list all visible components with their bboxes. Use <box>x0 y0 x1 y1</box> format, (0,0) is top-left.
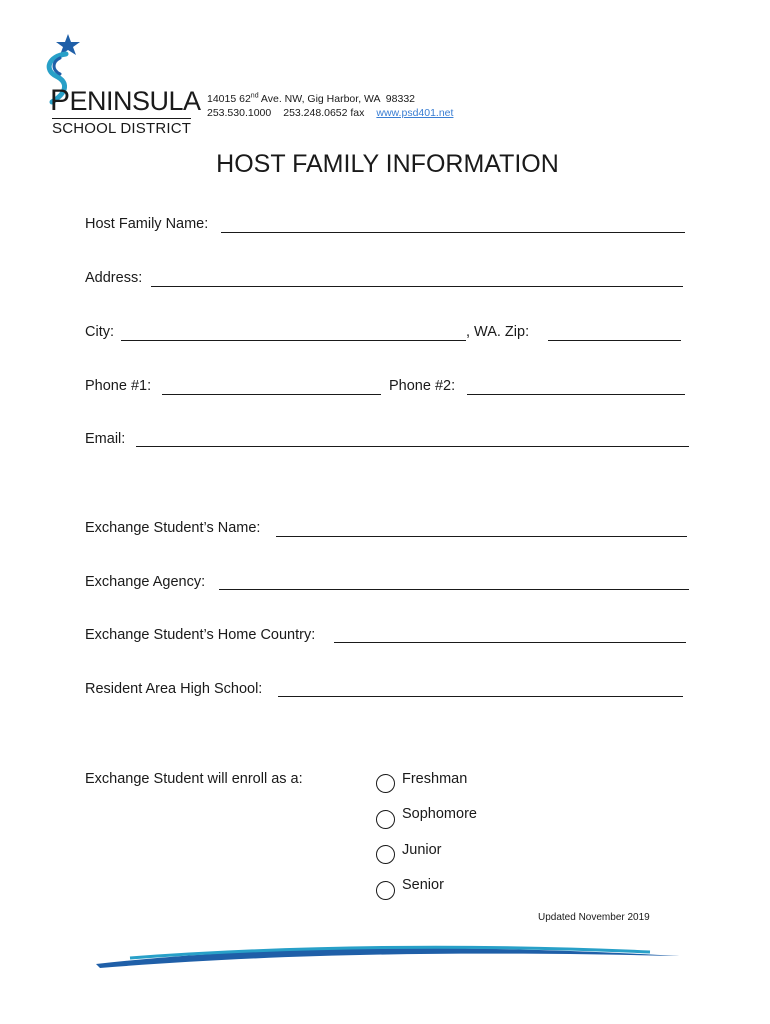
address-street: 14015 62nd Ave. NW, Gig Harbor, WA 98332 <box>207 92 416 105</box>
sophomore-label: Sophomore <box>402 806 477 822</box>
logo-initial: P <box>50 84 70 117</box>
senior-radio[interactable] <box>376 881 395 900</box>
website-link[interactable]: www.psd401.net <box>376 107 454 119</box>
page-title: HOST FAMILY INFORMATION <box>216 150 559 178</box>
home-country-label: Exchange Student’s Home Country: <box>85 627 316 643</box>
logo-subtitle: SCHOOL DISTRICT <box>52 120 192 137</box>
email-label: Email: <box>85 431 126 447</box>
logo-name-rest: ENINSULA <box>69 86 201 116</box>
junior-radio[interactable] <box>376 845 395 864</box>
address-contact <box>207 107 453 119</box>
phone1-label: Phone #1: <box>85 378 152 394</box>
freshman-radio[interactable] <box>376 774 395 793</box>
address-label: Address: <box>85 270 143 286</box>
junior-label: Junior <box>402 842 442 858</box>
sophomore-radio[interactable] <box>376 810 395 829</box>
freshman-label: Freshman <box>402 771 468 787</box>
phone2-field[interactable] <box>467 394 685 395</box>
logo-wordmark <box>50 84 201 118</box>
host-family-name-label: Host Family Name: <box>85 216 209 232</box>
address-field[interactable] <box>151 286 683 287</box>
city-field[interactable] <box>121 340 466 341</box>
phone-number: 253.530.1000 <box>207 107 272 119</box>
agency-field[interactable] <box>219 589 689 590</box>
star-icon <box>56 34 80 55</box>
updated-note: Updated November 2019 <box>538 912 650 923</box>
fax-number: 253.248.0652 fax <box>283 107 365 119</box>
phone1-field[interactable] <box>162 394 381 395</box>
senior-label: Senior <box>402 877 444 893</box>
wa-zip-label: , WA. Zip: <box>466 324 530 340</box>
high-school-field[interactable] <box>278 696 683 697</box>
email-field[interactable] <box>136 446 689 447</box>
phone2-label: Phone #2: <box>389 378 456 394</box>
agency-label: Exchange Agency: <box>85 574 206 590</box>
enroll-label: Exchange Student will enroll as a: <box>85 771 303 787</box>
student-name-field[interactable] <box>276 536 687 537</box>
city-label: City: <box>85 324 114 340</box>
high-school-label: Resident Area High School: <box>85 681 263 697</box>
student-name-label: Exchange Student’s Name: <box>85 520 261 536</box>
home-country-field[interactable] <box>334 642 686 643</box>
zip-field[interactable] <box>548 340 681 341</box>
host-family-name-field[interactable] <box>221 232 685 233</box>
footer-swoosh <box>90 936 690 970</box>
